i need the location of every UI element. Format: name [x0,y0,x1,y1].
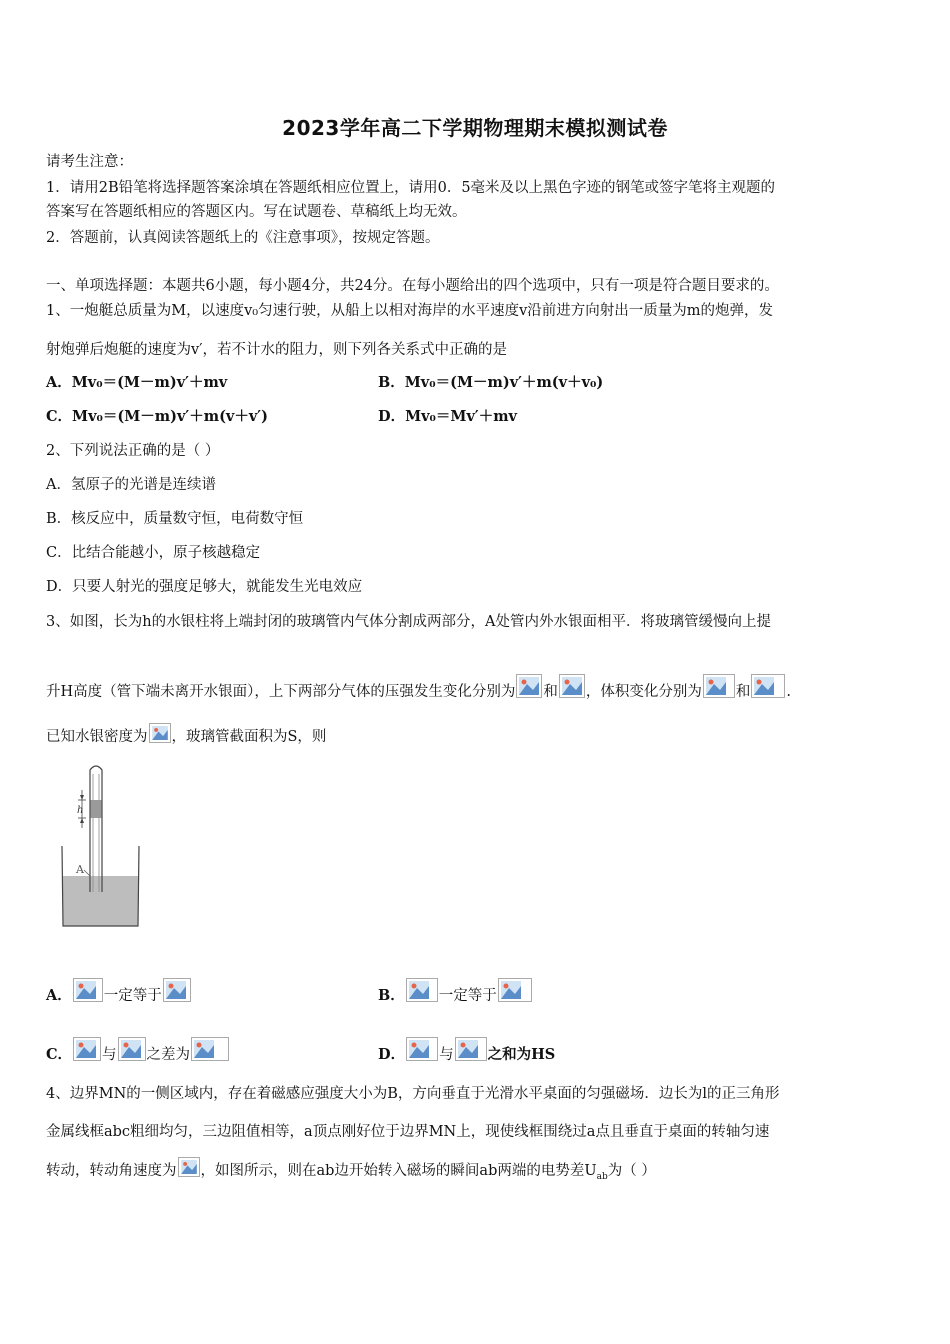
q4-text: 转动，转动角速度为 [46,1163,177,1179]
notice-item-1-line-1: 1．请用2B铅笔将选择题答案涂填在答题纸相应位置上，请用0．5毫米及以上黑色字迹的钢笔或签字笔将主观题的 [46,180,776,196]
formula-image-icon [703,674,735,698]
q2-option-b: B．核反应中，质量数守恒，电荷数守恒 [46,511,304,527]
formula-image-icon [559,674,585,698]
option-label: A． [46,987,72,1004]
q1-stem-line-2: 射炮弹后炮艇的速度为v′，若不计水的阻力，则下列各关系式中正确的是 [46,342,507,358]
q3-option-c [46,1037,230,1065]
q1-stem-line-1: 1、一炮艇总质量为M，以速度v₀匀速行驶，从船上以相对海岸的水平速度v沿前进方向射出一质量为m的炮弹，发 [46,303,774,319]
q4-stem-line-1: 4、边界MN的一侧区域内，存在着磁感应强度大小为B，方向垂直于光滑水平桌面的匀强磁场．边长为l的正三角形 [46,1086,780,1102]
q3-option-a [46,978,192,1006]
q2-option-d: D．只要人射光的强度足够大，就能发生光电效应 [46,579,363,595]
q3-option-b [378,978,533,1006]
formula-image-icon [73,978,103,1002]
q1-option-c: C．Mv₀＝(M－m)v′＋m(v＋v′) [46,408,268,425]
page-title: 2023学年高二下学期物理期末模拟测试卷 [282,116,668,140]
q3-option-d [378,1037,555,1065]
section-1-heading: 一、单项选择题：本题共6小题，每小题4分，共24分。在每小题给出的四个选项中，只有一项是符合题目要求的。 [46,278,779,294]
formula-image-icon [516,674,542,698]
q3-text: ，体积变化分别为 [585,684,702,700]
q1-option-d: D．Mv₀＝Mv′＋mv [378,408,517,425]
q3-text: 已知水银密度为 [46,729,148,745]
option-label: B． [378,987,405,1004]
formula-image-icon [118,1037,146,1061]
q3-text: ，玻璃管截面积为S，则 [171,729,327,745]
figure-label-a: A [76,863,84,876]
q3-stem-line-2 [46,674,906,702]
notice-heading: 请考生注意： [46,154,133,170]
formula-image-icon [751,674,785,698]
formula-image-icon [191,1037,229,1061]
formula-image-icon [149,723,171,743]
option-text: 一定等于 [103,988,162,1004]
option-text: 之和为HS [487,1046,556,1063]
q1-option-b: B．Mv₀＝(M－m)v′＋m(v＋v₀) [378,374,604,391]
notice-item-2: 2．答题前，认真阅读答题纸上的《注意事项》，按规定答题。 [46,230,440,246]
q3-stem-line-3 [46,723,906,747]
q3-stem-line-1: 3、如图，长为h的水银柱将上端封闭的玻璃管内气体分割成两部分，A处管内外水银面相平．将玻璃管缓慢向上提 [46,614,772,630]
option-text: 一定等于 [438,988,497,1004]
q4-subscript: ab [596,1171,608,1182]
formula-image-icon [498,978,532,1002]
formula-image-icon [406,1037,438,1061]
figure-label-h: h [77,805,84,816]
q3-text: 和 [735,684,751,700]
formula-image-icon [178,1157,200,1177]
option-text: 之差为 [146,1047,191,1063]
option-text: 与 [102,1047,117,1063]
option-label: D． [378,1046,406,1063]
q4-text: ，如图所示，则在ab边开始转入磁场的瞬间ab两端的电势差U [200,1163,597,1179]
q4-stem-line-3 [46,1157,906,1187]
notice-item-1-line-2: 答案写在答题纸相应的答题区内。写在试题卷、草稿纸上均无效。 [46,204,467,220]
q3-text: 和 [543,684,558,700]
q2-stem: 2、下列说法正确的是（ ） [46,443,220,459]
q2-option-c: C．比结合能越小，原子核越稳定 [46,545,261,561]
q1-option-a: A．Mv₀＝(M－m)v′＋mv [46,374,228,391]
option-label: C． [46,1046,73,1063]
formula-image-icon [455,1037,487,1061]
q3-text: 升H高度（管下端未离开水银面），上下两部分气体的压强发生变化分别为 [46,684,516,700]
q4-text: 为（ ） [607,1163,656,1179]
formula-image-icon [163,978,191,1002]
q3-figure [46,760,156,930]
tube-diagram [46,760,156,930]
q3-text: . [786,684,792,700]
q4-stem-line-2: 金属线框abc粗细均匀，三边阻值相等，a顶点刚好位于边界MN上，现使线框围绕过a点且垂直于桌面的转轴匀速 [46,1124,770,1140]
formula-image-icon [73,1037,101,1061]
option-text: 与 [439,1047,454,1063]
formula-image-icon [406,978,438,1002]
q2-option-a: A．氢原子的光谱是连续谱 [46,477,216,493]
